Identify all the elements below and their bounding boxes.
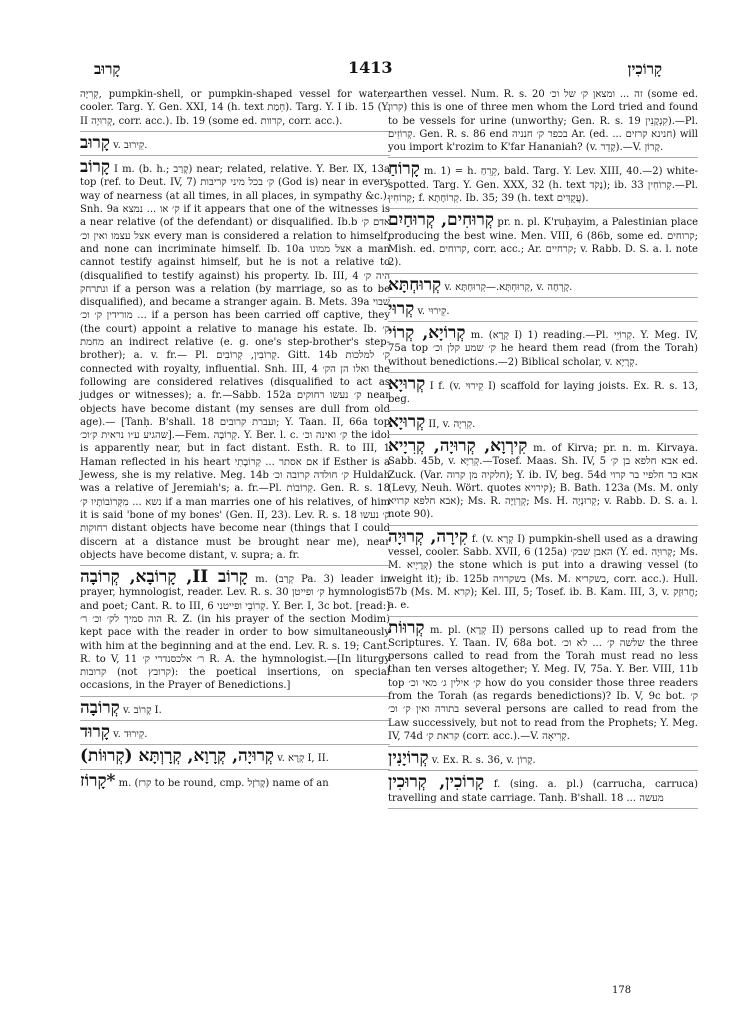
entry-headword: קָרוּד [80, 722, 110, 743]
dictionary-entry [388, 411, 698, 432]
entry-text: I f. (v. קֵירוּי I) scaffold for laying joists. Ex. R. s. 13, beg. [388, 381, 698, 406]
entry-divider [80, 720, 390, 721]
entry-headword: קְרוּוֹת [388, 617, 425, 638]
entry-text: v. קֵירוּב. [110, 139, 148, 151]
running-head [80, 58, 690, 80]
entry-divider [80, 565, 390, 566]
entry-divider [80, 769, 390, 770]
entry-headword: קָרוֹב II, קָרוֹבָא, קְרוֹבָה [80, 567, 249, 588]
entry-divider [80, 155, 390, 156]
entry-divider [388, 616, 698, 617]
entry-text: v. קֵירוּי. [414, 305, 450, 317]
dictionary-entry [80, 569, 390, 693]
entry-headword: קָרוֹחַ [388, 159, 420, 180]
guide-word-right: קָרוֹכִין [627, 60, 662, 78]
entry-divider [388, 808, 698, 809]
entry-divider [388, 321, 698, 322]
entry-divider [388, 410, 698, 411]
page-number: 1413 [348, 58, 393, 77]
entry-divider [388, 297, 698, 298]
entry-text: earthen vessel. Num. R. s. 20 זה ... ומצאן ק׳ של וכ׳ (some ed. קרון) this is one of three men whom the Lord tried and found to be vessels for urine (unworthy; Gen. R. s. 19 קִנְקָנִין).—Pl. קְרוֹזִים. Gen. R. s. 86 end בכפר ק׳ חנניה Ar. (ed. ... חנינא קרזים) will you import k'rozim to K'far Hananiah? (v. קָדֵר).—V. קָרוֹן. [388, 89, 698, 154]
entry-text: קְרִיָּה, pumpkin-shell, or pumpkin-shaped vessel for water, cooler. Targ. Y. Gen. XXI, 14 (h. text חֵמַת). Targ. Y. I ib. 15 (Y. II קְרוּיָה, corr. acc.). Ib. 19 (some ed. קרוות, corr. acc.). [80, 89, 390, 127]
entry-text: m. (קְרַב Pa. 3) leader in prayer, hymnologist, reader. Lev. R. s. 30 ק׳ ופייטן hymnologist and poet; Cant. R. to III, 6 קְרוֹבֵי ופייטני. Y. Ber. I, 3c bot. [read:] הוה סמיך לק׳ וכ׳ ר׳ R. Z. (in his prayer of the section Modim) kept pace with the reader in order to bow simultaneously with him at the beginning and at the end. Lev. R. s. 19; Cant. R. to V, 11 ר׳ אלכסנדרי ק׳ R. A. the hymnologist.—[In liturgy קרובות (not קרובץ): the poetical insertions, on special occasions, in the Prayer of Benedictions.] [80, 574, 391, 692]
entry-text: II, v. קְרִיָה. [425, 418, 476, 430]
dictionary-entry [80, 770, 390, 791]
dictionary-entry [388, 274, 698, 295]
entry-divider [388, 157, 698, 158]
entry-text: v. קֵירוּד. [109, 729, 148, 741]
dictionary-entry [80, 697, 390, 718]
dictionary-entry [388, 617, 699, 744]
guide-word-left: קָרוּב [94, 60, 121, 78]
left-column [80, 88, 390, 790]
entry-divider [80, 744, 390, 745]
dictionary-entry [388, 435, 698, 522]
entry-headword: קְרוֹבָה [80, 697, 120, 718]
entry-text: v. קְרָא I, II. [274, 753, 329, 765]
entry-text: v. קָרוֹב I. [119, 704, 162, 716]
entry-divider [388, 746, 698, 747]
entry-divider [388, 525, 698, 526]
entry-headword: קְרוּחִים, קְרוּחַיִם [388, 210, 494, 231]
entry-headword: קְרוֹיָנִין [388, 748, 429, 769]
dictionary-entry [80, 132, 390, 153]
entry-headword: קְרוּיָא [388, 411, 426, 432]
entry-text: m. pl. (קְרָא II) persons called up to read from the Scriptures. Y. Taan. IV, 68a bot. שלשה ק׳ ... לא וכ׳ the three persons called to read from the Torah must read no less than ten verses altogether; Y. Meg. IV, 75a. Y. Ber. VIII, 11b top ק׳ אילין ג׳ מאי וכ׳ how do you consider those three readers from the Torah (as regards benedictions)? Ib. V, 9c bot. ק׳ בתורה ואין ק׳ וכ׳ several persons are called to read from the Law successively, but not to read from the Prophets; Y. Meg. IV, 74d קראת ק׳ (corr. acc.).—V. קְרִיאָה. [388, 624, 699, 742]
entry-divider [388, 770, 698, 771]
dictionary-entry [388, 750, 698, 767]
entry-text: m. (קרז to be round, cmp. קָרֹזָל) name of an [115, 777, 329, 789]
entry-text: v. Ex. R. s. 36, v. קָרוֹן. [428, 755, 536, 767]
entry-text: I m. (b. h.; קָרַב) near; related, relative. Y. Ber. IX, 13a top (ref. to Deut. IV, 7) ק׳ בכל מיני קריבות (God is) near in every way of nearness (at all times, in all places, in sympathy &c.). Snh. 9a ק׳ או ... נמצא if it appears that one of the witnesses is a near relative (of the defendant) or disqualified. Ib.b אדם ק׳ אצל עצמו ואין וכ׳ every man is considered a relation to himself, and none can incriminate himself. Ib. 10a אצל ממונו a man cannot testify against himself, but he is not a relative to (disqualified to testify against) his property. Ib. III, 4 היה ק׳ ונתרחק if a person was a relation (by marriage, so as to be disqualified), and became a stranger again. B. Mets. 39a שבוי ... מורידין ק׳ וכ׳ if a person has been carried off captive, they (the court) appoint a relative to manage his estate. Ib. ק׳ מחמת an indirect relative (e. g. one's step-brother's step-brother); a. v. fr.— Pl. קְרוֹבִין, קְרוֹבִים. Gitt. 14b ק׳ למלכות connected with royalty, influential. Snh. III, 4 ואלו הן הק׳ the following are considered relatives (disqualified to act as judges or witnesses); a. fr.—Sabb. 152a ק׳ נעשו רחוקים near objects have become distant (my senses are dull from old age).— [Tanḥ. B'shall. 18 ועברת קרובים; Y. Taan. II, 66a top שהגיע ע״ו נראית ק׳וכ׳].—Fem. קְרוֹבָה. Y. Ber. l. c. ק׳ ואינה וכ׳ the idol is apparently near, but in fact distant. Esth. R. to III, 1 Haman reflected in his heart אם אסתר ... קְרוֹבָתִי if Esther is a Jewess, she is my relative. Meg. 14b ק׳ חולדה קרובה וכ׳ Huldah was a relative of Jeremiah's; a. fr.—Pl. קְרוֹבוֹת. Gen. R. s. 18 נשא ... מִקְּרוֹבוֹתָיו ק׳ if a man marries one of his relatives, of him it is said 'bone of my bones' (Gen. II, 23). Lev. R. s. 18 ק׳ נעשו רחוקות distant objects have become near (things that I could discern at a distance must be brought near me), near objects have become distant, v. supra; a. fr. [80, 164, 391, 561]
entry-headword: קִירָה, קְרוּיָה [388, 526, 469, 547]
dictionary-entry [388, 298, 698, 319]
signature-mark: 178 [612, 985, 632, 996]
entry-divider [388, 208, 698, 209]
entry-headword: קָרוֹב [80, 157, 110, 178]
entry-headword: קְרוּחְתָּא [388, 274, 442, 295]
entry-divider [388, 372, 698, 373]
dictionary-entry [80, 724, 390, 741]
dictionary-entry [80, 88, 390, 128]
entry-headword: קִירְוָא, קְרוּיָה, קְרִיָיא [388, 435, 528, 456]
entry-headword: *קָרוֹז [80, 770, 116, 791]
dictionary-entry [388, 376, 698, 407]
entry-headword: קְרוּיָה, קְרָוָא, קְרָוְתָּא (קְרוּוֹת) [80, 746, 275, 767]
entry-text: m. 1) = h. קֵרֵחַ, bald. Targ. Y. Lev. XIII, 40.—2) white-spotted. Targ. Y. Gen. XXX, 32 (h. text נָקֹד); ib. 33 קְרוֹחִין.—Pl. קְרוֹחִין; f. קְרוֹחָתָא. Ib. 35; 39 (h. text עֲקֻדִּים). [388, 166, 698, 205]
dictionary-entry [388, 774, 698, 805]
entry-divider [80, 696, 390, 697]
entry-text: f. (v. קְרָא I) pumpkin-shell used as a drawing vessel, cooler. Sabb. XVII, 6 (125a) האבן שבק׳ (Y. ed. קְרוּיָה; Ms. M. קְרָיָיא) the stone which is put into a drawing vessel (to weight it); ib. 125b בשקרויה (Ms. M. בשקריא, corr. acc.). Hull. 57b (Ms. M. קרא); Kel. III, 5; Tosef. ib. B. Kam. III, 3, v. חֲרוּזָק; a. e. [388, 533, 699, 612]
entry-divider [80, 131, 390, 132]
dictionary-entry [388, 325, 698, 369]
entry-divider [388, 434, 698, 435]
entry-divider [388, 273, 698, 274]
entry-text: m. (קְרָא I) 1) reading.—Pl. קְרוֹיֵי. Y. Meg. IV, 75a top ק׳ שמע קלן וכ׳ he heard them read (from the Torah) without benedictions.—2) Biblical scholar, v. קְרָיָא. [388, 330, 699, 368]
entry-headword: קְרוּיָא [388, 374, 426, 395]
entry-headword: קָרוֹכִין, קְרוּכִין [388, 772, 485, 793]
dictionary-entry [388, 161, 698, 205]
entry-headword: קְרוּי [388, 298, 415, 319]
entry-text: v. קְרוּחְתָּא.—קְרוּחְתָּא, v. קָרְחָה. [441, 281, 573, 293]
dictionary-entry [388, 212, 698, 269]
entry-text: f. (sing. a. pl.) (carrucha, carruca) travelling and state carriage. Tanḥ. B'shall. 18 ... מעשה [388, 779, 699, 804]
dictionary-entry [388, 526, 699, 613]
right-column [388, 88, 698, 812]
dictionary-entry [80, 748, 390, 765]
entry-text: pr. n. pl. K'ruḥayim, a Palestinian place producing the best wine. Men. VIII, 6 (86b, some ed. קרוחים; Mish. ed. קרוחים, corr. acc.; Ar. קרחיים; v. Rabb. D. S. a. l. note 2). [388, 217, 698, 269]
dictionary-entry [80, 159, 390, 562]
dictionary-entry [388, 88, 698, 154]
entry-headword: קְרוֹיָא, קְרוֹי [388, 323, 466, 344]
entry-text: m. of Kirva; pr. n. m. Kirvaya. Sabb. 45b, v. קְרִיָּא.—Tosef. Maas. Sh. IV, 5 אבא חלפא בן ק׳ ed. Zuck. (Var. חלקיה מן קרוה); Y. ib. IV, beg. 54d אבא בר חלפיי בר קרוי (Levy, Neuh. Wört. quotes קירויא); B. Bath. 123a (Ms. M. only אבא חלפא קרויא); Ms. R. קְרְוַיָּה; Ms. H. קְרוּנְיָה; v. Rabb. D. S. a. l. note 90). [388, 442, 698, 521]
entry-headword: קָרוּב [80, 132, 110, 153]
